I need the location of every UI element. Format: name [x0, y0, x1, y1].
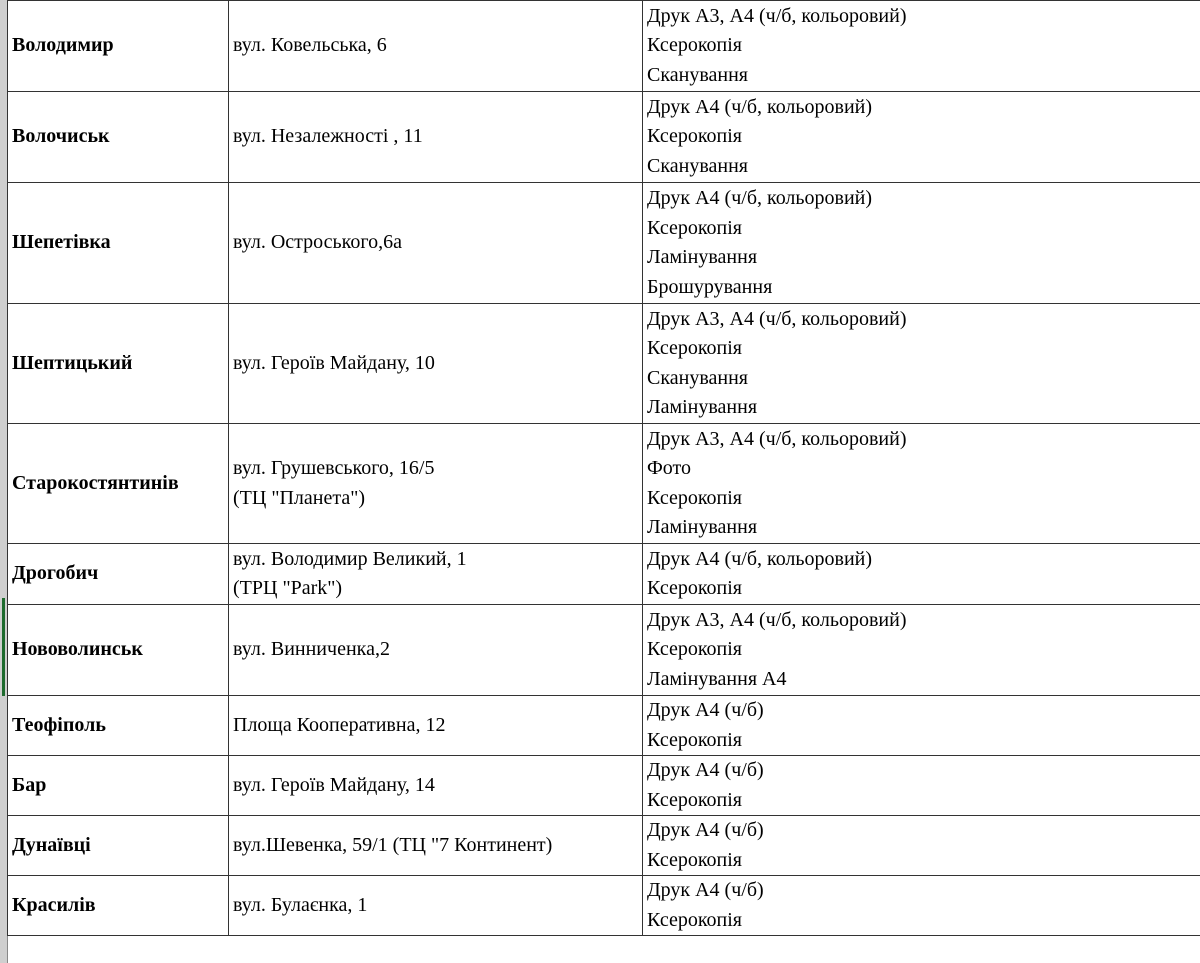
services-cell[interactable] [643, 544, 1200, 605]
service-line: Сканування [647, 366, 748, 389]
service-line: Ксерокопія [647, 486, 742, 509]
service-line: Друк А4 (ч/б, кольоровий) [647, 187, 873, 209]
services-table [7, 0, 1200, 936]
service-line: Брошурування [647, 275, 773, 298]
table-row [8, 816, 1200, 876]
table-row [8, 183, 1200, 304]
service-line: Друк А3, А4 (ч/б, кольоровий) [647, 4, 907, 27]
service-line: Ламінування А4 [647, 667, 787, 690]
address-line: (ТРЦ "Park") [233, 577, 343, 599]
address-line: Площа Кооперативна, 12 [233, 713, 446, 736]
city-cell[interactable]: Волочиськ [8, 92, 229, 183]
service-line: Ксерокопія [647, 34, 742, 57]
service-line: Ламінування [647, 516, 758, 538]
city-cell[interactable]: Шепетівка [8, 183, 229, 304]
selection-marker [2, 598, 5, 696]
service-line: Друк А3, А4 (ч/б, кольоровий) [647, 307, 907, 330]
services-cell[interactable] [643, 304, 1200, 424]
services-cell[interactable] [643, 1, 1200, 92]
table-row [8, 304, 1200, 424]
service-line: Ксерокопія [647, 337, 742, 359]
address-line: вул. Володимир Великий, 1 [233, 547, 467, 570]
city-cell[interactable]: Дунаївці [8, 816, 229, 876]
table-row [8, 424, 1200, 544]
table-row [8, 696, 1200, 756]
address-line: (ТЦ "Планета") [233, 486, 366, 509]
service-line: Ксерокопія [647, 577, 742, 599]
service-line: Сканування [647, 63, 748, 86]
address-line: вул. Булаєнка, 1 [233, 893, 368, 916]
table-row [8, 92, 1200, 183]
city-cell[interactable]: Володимир [8, 1, 229, 92]
city-cell[interactable]: Красилів [8, 876, 229, 936]
address-line: вул. Героїв Майдану, 10 [233, 351, 435, 374]
city-cell[interactable]: Дрогобич [8, 544, 229, 605]
table-row [8, 756, 1200, 816]
table-row [8, 544, 1200, 605]
address-cell[interactable] [229, 544, 643, 605]
service-line: Друк А3, А4 (ч/б, кольоровий) [647, 427, 907, 450]
address-cell[interactable] [229, 304, 643, 424]
services-cell[interactable] [643, 696, 1200, 756]
service-line: Друк А4 (ч/б) [647, 819, 764, 841]
service-line: Сканування [647, 154, 748, 177]
address-cell[interactable] [229, 756, 643, 816]
address-line: вул. Грушевського, 16/5 [233, 457, 435, 479]
city-cell[interactable]: Шептицький [8, 304, 229, 424]
services-cell[interactable] [643, 424, 1200, 544]
address-cell[interactable] [229, 696, 643, 756]
city-cell[interactable]: Старокостянтинів [8, 424, 229, 544]
address-cell[interactable] [229, 605, 643, 696]
service-line: Друк А4 (ч/б, кольоровий) [647, 547, 873, 570]
address-cell[interactable] [229, 183, 643, 304]
services-cell[interactable] [643, 92, 1200, 183]
service-line: Ксерокопія [647, 788, 742, 811]
address-cell[interactable] [229, 424, 643, 544]
service-line: Ксерокопія [647, 848, 742, 871]
services-cell[interactable] [643, 876, 1200, 936]
service-line: Ксерокопія [647, 638, 742, 661]
address-line: вул. Остроського,6а [233, 231, 402, 254]
service-line: Ксерокопія [647, 728, 742, 751]
service-line: Друк А4 (ч/б, кольоровий) [647, 95, 873, 118]
address-line: вул. Винниченка,2 [233, 638, 390, 661]
table-row [8, 605, 1200, 696]
address-line: вул. Незалежності , 11 [233, 125, 423, 148]
service-line: Друк А3, А4 (ч/б, кольоровий) [647, 608, 907, 631]
services-cell[interactable] [643, 183, 1200, 304]
address-line: вул. Героїв Майдану, 14 [233, 773, 435, 796]
service-line: Ксерокопія [647, 908, 742, 931]
service-line: Ксерокопія [647, 125, 742, 148]
service-line: Ксерокопія [647, 216, 742, 239]
address-cell[interactable] [229, 92, 643, 183]
service-line: Друк А4 (ч/б) [647, 699, 764, 721]
city-cell[interactable]: Бар [8, 756, 229, 816]
address-line: вул. Ковельська, 6 [233, 34, 387, 57]
services-cell[interactable] [643, 816, 1200, 876]
city-cell[interactable]: Теофіполь [8, 696, 229, 756]
address-cell[interactable] [229, 816, 643, 876]
service-line: Ламінування [647, 246, 758, 268]
service-line: Ламінування [647, 396, 758, 418]
services-cell[interactable] [643, 756, 1200, 816]
address-cell[interactable] [229, 1, 643, 92]
table-row [8, 876, 1200, 936]
service-line: Друк А4 (ч/б) [647, 759, 764, 781]
address-line: вул.Шевенка, 59/1 (ТЦ "7 Континент) [233, 833, 553, 856]
table-row [8, 1, 1200, 92]
city-cell[interactable]: Нововолинськ [8, 605, 229, 696]
services-cell[interactable] [643, 605, 1200, 696]
service-line: Друк А4 (ч/б) [647, 879, 764, 901]
address-cell[interactable] [229, 876, 643, 936]
service-line: Фото [647, 457, 692, 479]
